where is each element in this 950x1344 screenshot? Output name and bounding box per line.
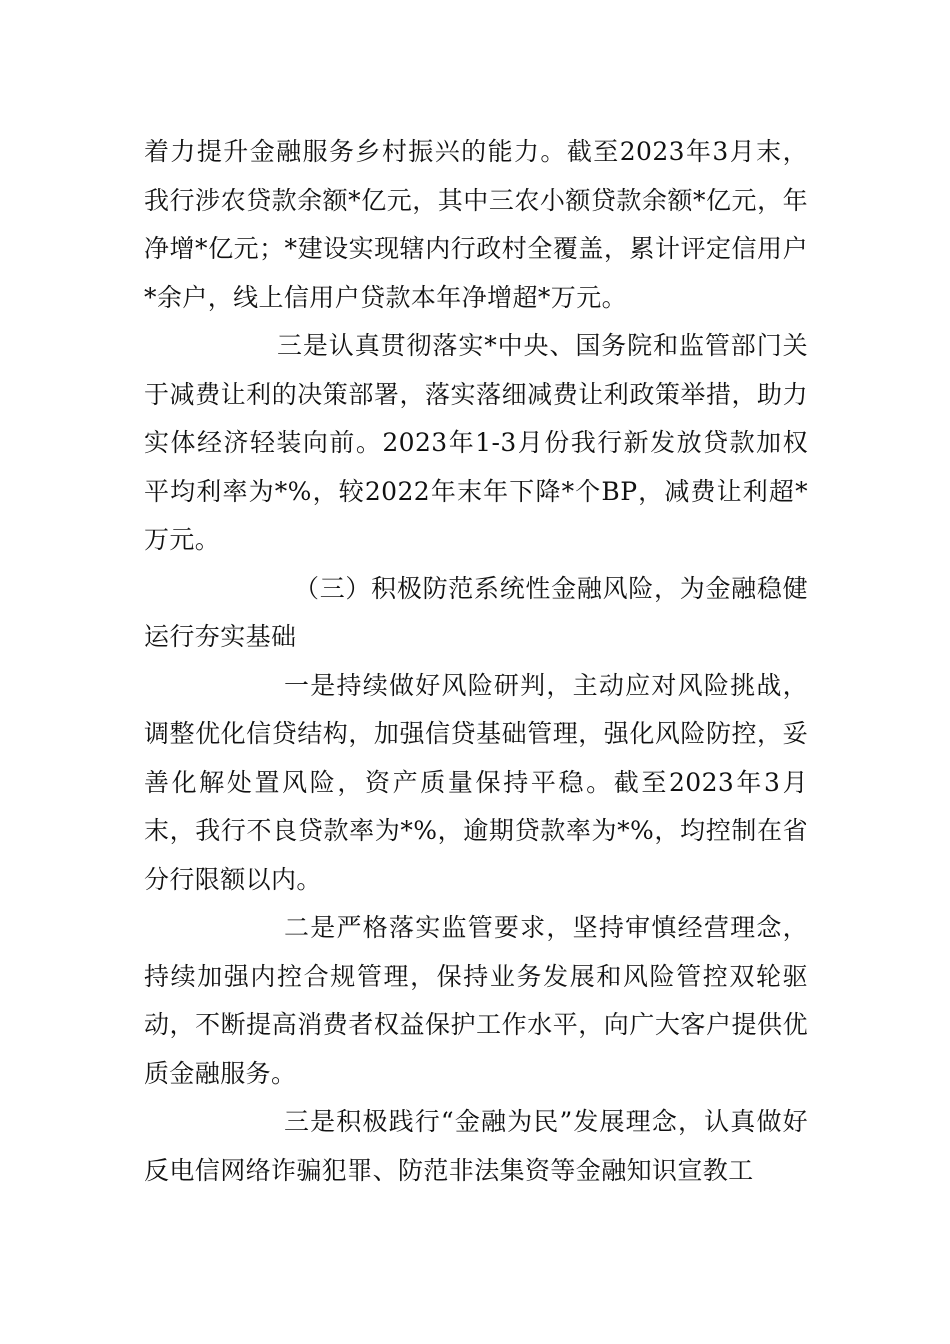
paragraph-finance-for-people: 三是积极践行“金融为民”发展理念，认真做好反电信网络诈骗犯罪、防范非法集资等金融知识宣教工 (144, 1107, 808, 1185)
paragraph-regulatory-compliance: 二是严格落实监管要求，坚持审慎经营理念，持续加强内控合规管理，保持业务发展和风险管控双轮驱动，不断提高消费者权益保护工作水平，向广大客户提供优质金融服务。 (144, 913, 808, 1088)
section-heading-risk-prevention: （三）积极防范系统性金融风险，为金融稳健运行夯实基础 (144, 573, 808, 651)
paragraph-fee-reduction: 三是认真贯彻落实*中央、国务院和监管部门关于减费让利的决策部署，落实落细减费让利政策举措，助力实体经济轻装向前。2023年1-3月份我行新发放贷款加权平均利率为*%，较2022年末年下降*个BP，减费让利超*万元。 (144, 331, 808, 554)
document-body (144, 128, 808, 1195)
paragraph-rural-revitalization: 着力提升金融服务乡村振兴的能力。截至2023年3月末，我行涉农贷款余额*亿元，其中三农小额贷款余额*亿元，年净增*亿元；*建设实现辖内行政村全覆盖，累计评定信用户*余户，线上信用户贷款本年净增超*万元。 (144, 137, 808, 312)
paragraph-risk-assessment: 一是持续做好风险研判，主动应对风险挑战，调整优化信贷结构，加强信贷基础管理，强化风险防控，妥善化解处置风险，资产质量保持平稳。截至2023年3月末，我行不良贷款率为*%，逾期贷款率为*%，均控制在省分行限额以内。 (144, 670, 808, 894)
